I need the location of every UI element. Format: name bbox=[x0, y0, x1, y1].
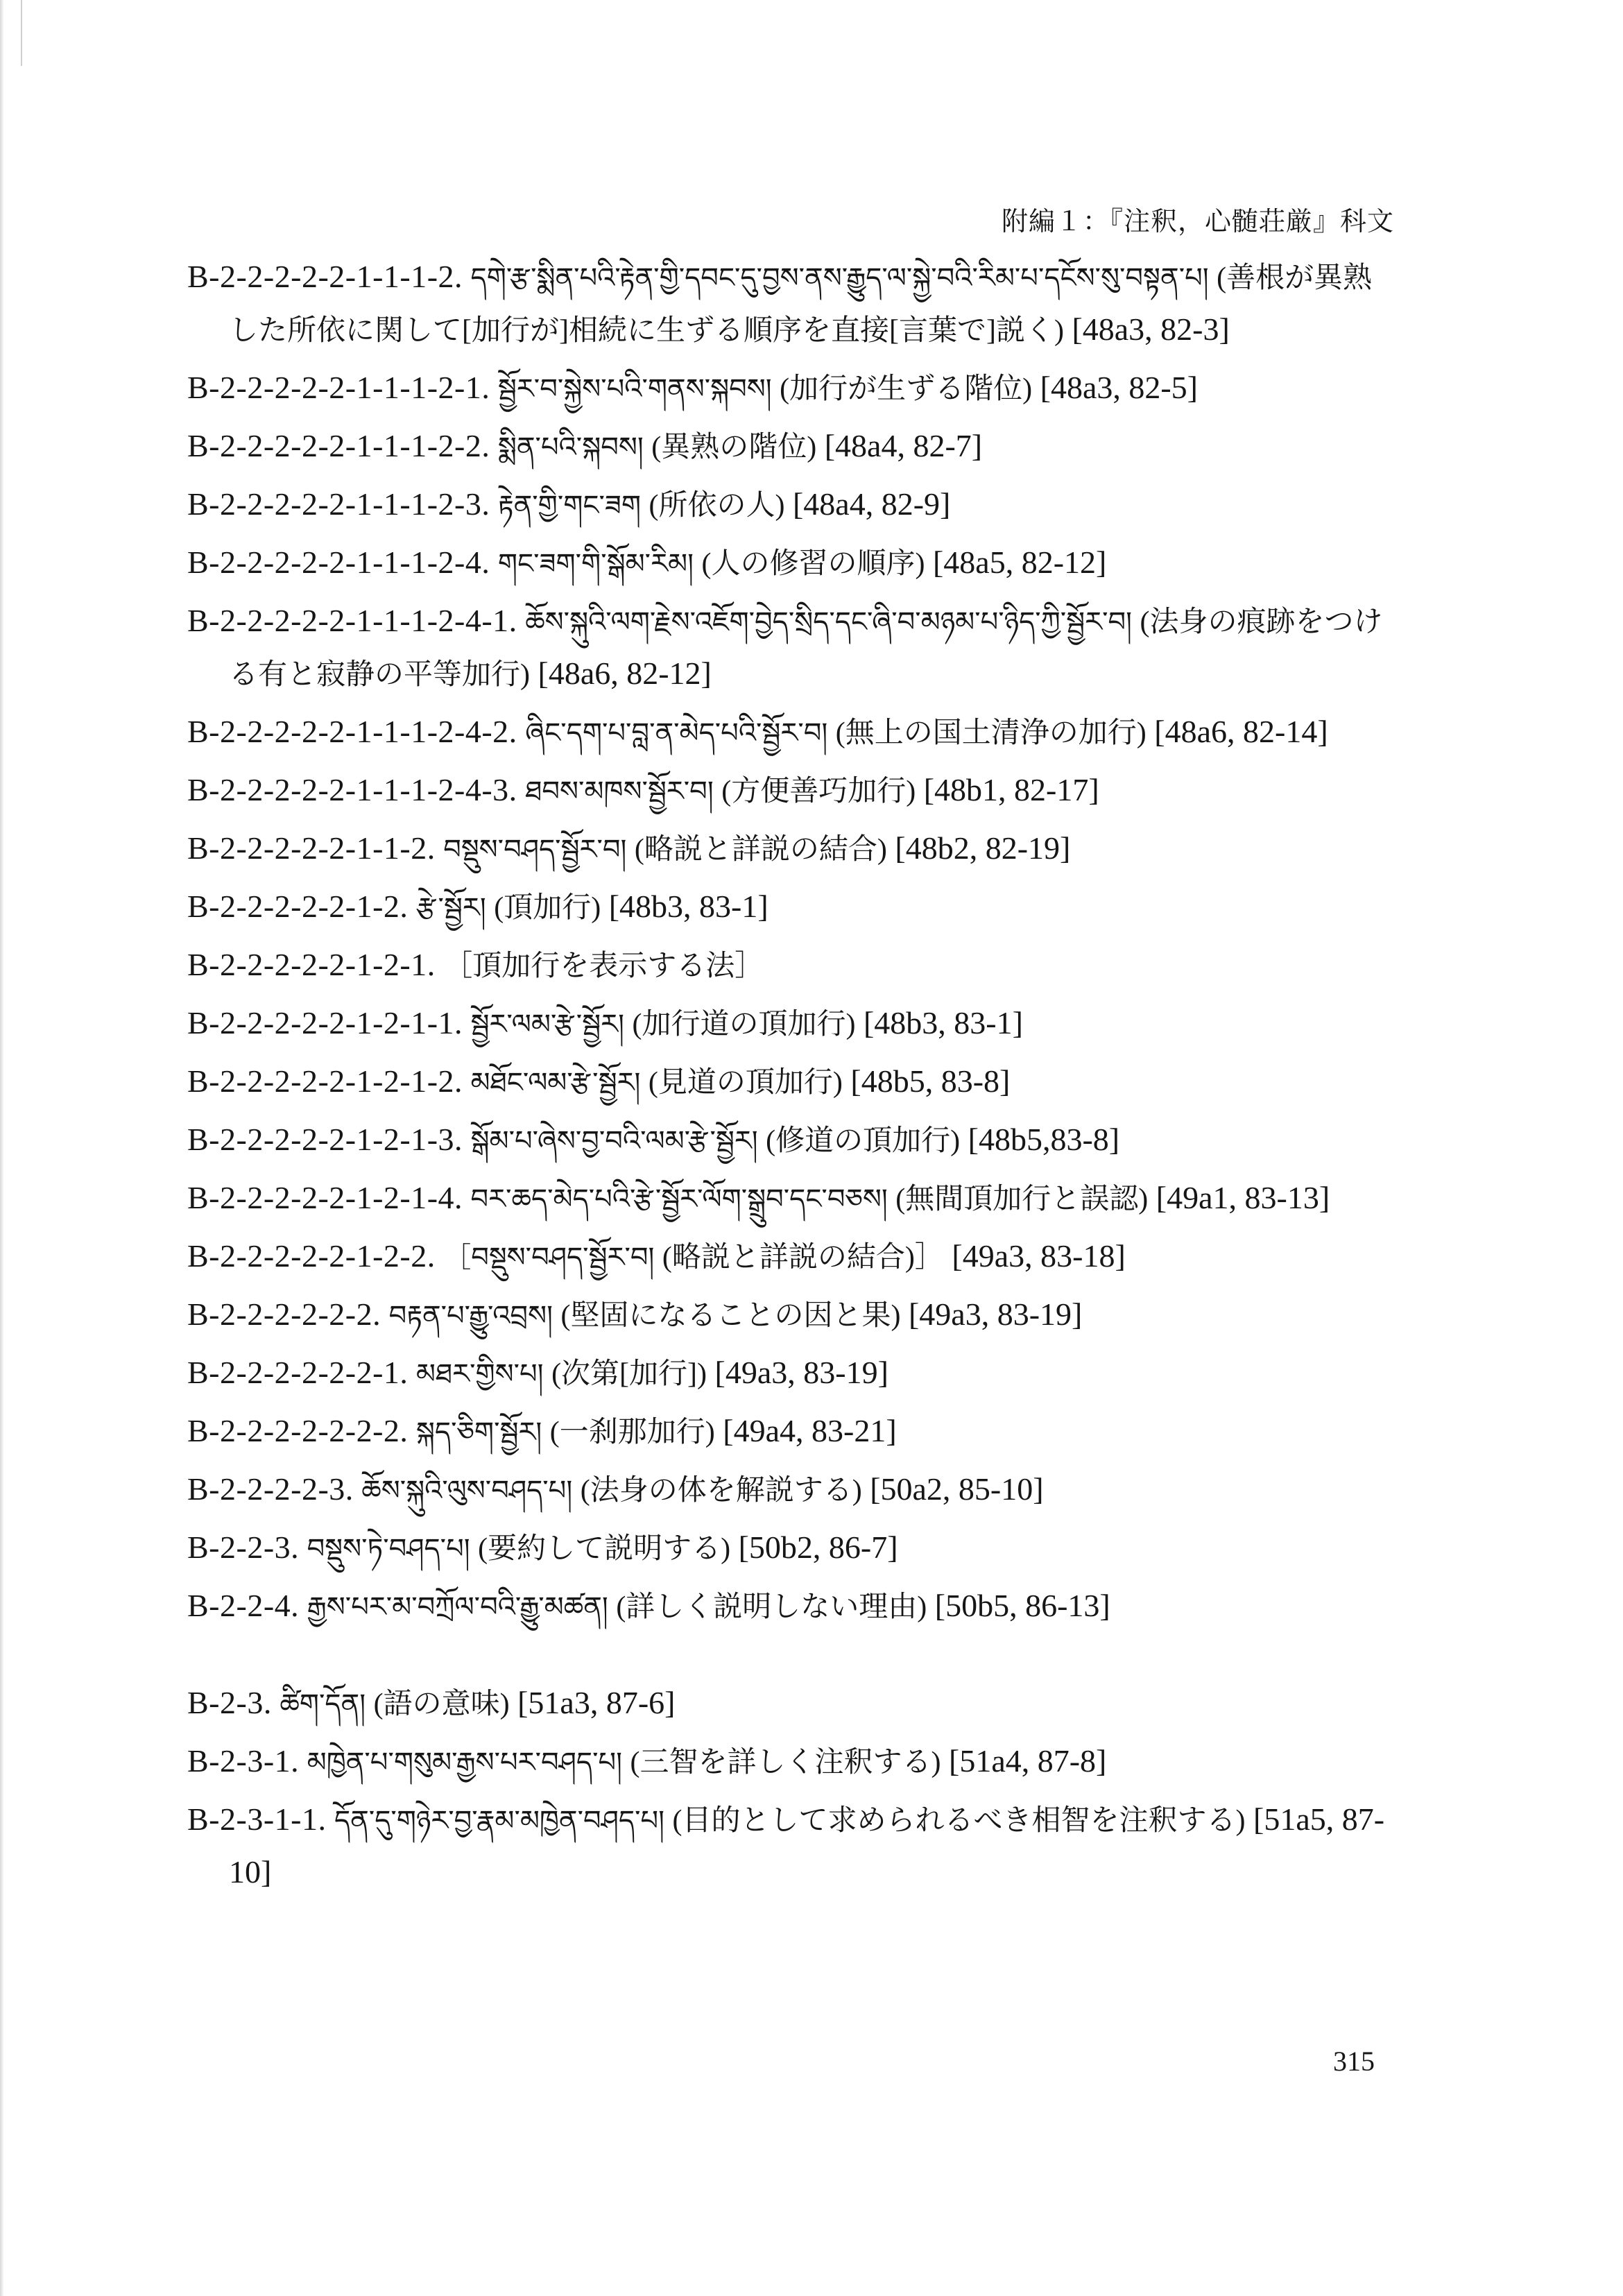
tibetan-heading: དོན་དུ་གཉེར་བྱ་རྣམ་མཁྱེན་བཤད་པ། bbox=[334, 1805, 665, 1837]
tibetan-heading: སྨིན་པའི་སྐབས། bbox=[497, 431, 644, 463]
outline-entry bbox=[187, 1056, 1401, 1108]
folio-reference: [51a4, 87-8] bbox=[949, 1743, 1107, 1779]
outline-entry bbox=[187, 939, 1401, 992]
outline-entry bbox=[187, 1231, 1401, 1283]
outline-entry bbox=[187, 1289, 1401, 1342]
japanese-gloss: (詳しく説明しない理由) bbox=[616, 1591, 927, 1623]
tibetan-heading: གང་ཟག་གི་སྒོམ་རིམ། bbox=[497, 548, 694, 580]
japanese-gloss: (略説と詳説の結合) bbox=[634, 834, 887, 866]
japanese-gloss: (法身の体を解説する) bbox=[580, 1475, 862, 1507]
tibetan-heading: བསྡུས་ཏེ་བཤད་པ། bbox=[307, 1533, 470, 1565]
japanese-gloss: (略説と詳説の結合)］ bbox=[662, 1242, 944, 1274]
outline-code: B-2-3-1. bbox=[187, 1743, 300, 1779]
folio-reference: [48a4, 82-9] bbox=[792, 486, 951, 522]
folio-reference: [49a4, 83-21] bbox=[723, 1413, 897, 1448]
tibetan-heading: མཁྱེན་པ་གསུམ་རྒྱས་པར་བཤད་པ། bbox=[307, 1747, 623, 1779]
scan-corner-mark bbox=[0, 0, 22, 66]
outline-entry bbox=[187, 1405, 1401, 1458]
outline-code: B-2-2-2-2-3. bbox=[187, 1471, 354, 1507]
tibetan-heading: བར་ཆད་མེད་པའི་རྩེ་སྦྱོར་ལོག་སྒྲུབ་དང་བཅས། bbox=[470, 1183, 888, 1215]
outline-code: B-2-2-2-2-2-1-2-1-3. bbox=[187, 1122, 463, 1157]
outline-entry bbox=[187, 1522, 1401, 1575]
outline-entry bbox=[187, 706, 1401, 759]
outline-entry bbox=[187, 1347, 1401, 1400]
page-number: 315 bbox=[1333, 2046, 1375, 2077]
outline-code: B-2-2-2-2-2-1-1-2. bbox=[187, 830, 436, 866]
folio-reference: [49a3, 83-19] bbox=[714, 1355, 888, 1390]
japanese-gloss: (語の意味) bbox=[373, 1688, 510, 1720]
tibetan-heading: སྦྱོར་བ་སྐྱེས་པའི་གནས་སྐབས། bbox=[497, 373, 772, 405]
folio-reference: [50b2, 86-7] bbox=[738, 1530, 898, 1565]
folio-reference: [48a6, 82-12] bbox=[538, 656, 712, 691]
outline-code: B-2-2-2-2-2-2-1. bbox=[187, 1355, 409, 1390]
japanese-gloss: (異熟の階位) bbox=[651, 431, 817, 463]
japanese-gloss: (三智を詳しく注釈する) bbox=[630, 1747, 941, 1779]
japanese-gloss: (要約して説明する) bbox=[478, 1533, 731, 1565]
tibetan-heading: རྟེན་གྱི་གང་ཟག bbox=[497, 490, 641, 522]
tibetan-heading: བརྟན་པ་རྒྱུ་འབྲས། bbox=[388, 1300, 553, 1332]
tibetan-heading: ཐབས་མཁས་སྦྱོར་བ། bbox=[525, 776, 714, 807]
tibetan-heading: ཞིང་དག་པ་བླ་ན་མེད་པའི་སྦྱོར་བ། bbox=[525, 717, 828, 749]
outline-code: B-2-2-2-2-2-1-1-1-2-4-2. bbox=[187, 714, 517, 749]
japanese-gloss: (加行道の頂加行) bbox=[632, 1009, 856, 1040]
tibetan-heading: མཐོང་ལམ་རྩེ་སྦྱོར། bbox=[470, 1067, 641, 1099]
folio-reference: [49a1, 83-13] bbox=[1156, 1180, 1330, 1215]
outline-entry bbox=[187, 479, 1401, 531]
japanese-gloss: (人の修習の順序) bbox=[701, 548, 925, 580]
japanese-gloss: (善根が異熟した所依に関して[加行が]相続に生ずる順序を直接[言葉で]説く) bbox=[229, 262, 1373, 347]
outline-code: B-2-2-4. bbox=[187, 1588, 300, 1623]
folio-reference: [48a4, 82-7] bbox=[824, 428, 983, 463]
folio-reference: [48b2, 82-19] bbox=[895, 830, 1071, 866]
tibetan-heading: ཚིག་དོན། bbox=[280, 1688, 366, 1720]
outline-code: B-2-2-2-2-2-1-2-1-2. bbox=[187, 1063, 463, 1099]
japanese-gloss: (方便善巧加行) bbox=[721, 776, 916, 807]
folio-reference: [48a6, 82-14] bbox=[1154, 714, 1328, 749]
folio-reference: [48b3, 83-1] bbox=[608, 889, 768, 924]
japanese-gloss: (所依の人) bbox=[649, 490, 785, 522]
tibetan-heading: ཆོས་སྐུའི་ལུས་བཤད་པ། bbox=[361, 1475, 573, 1507]
scan-left-edge bbox=[0, 0, 4, 2296]
outline-code: B-2-2-2-2-2-2. bbox=[187, 1296, 381, 1332]
tibetan-heading: བསྡུས་བཤད་སྦྱོར་བ། bbox=[443, 834, 627, 866]
folio-reference: [48b3, 83-1] bbox=[863, 1005, 1023, 1040]
tibetan-heading: རྩེ་སྦྱོར། bbox=[415, 892, 486, 924]
japanese-gloss: (無上の国土清浄の加行) bbox=[835, 717, 1147, 749]
outline-entry bbox=[187, 997, 1401, 1050]
outline-entry bbox=[187, 881, 1401, 934]
outline-code: B-2-2-2-2-2-1-1-1-2-4-3. bbox=[187, 772, 517, 807]
outline-list bbox=[187, 251, 1401, 1903]
folio-reference: [48a5, 82-12] bbox=[932, 545, 1107, 580]
outline-entry bbox=[187, 1794, 1401, 1898]
outline-entry bbox=[187, 1172, 1401, 1225]
japanese-gloss: ［頂加行を表示する法］ bbox=[443, 950, 764, 982]
outline-code: B-2-2-2-2-2-1-2-1-1. bbox=[187, 1005, 463, 1040]
outline-entry bbox=[187, 1464, 1401, 1516]
folio-reference: [49a3, 83-19] bbox=[908, 1296, 1083, 1332]
outline-entry bbox=[187, 1580, 1401, 1633]
folio-reference: [50a2, 85-10] bbox=[870, 1471, 1044, 1507]
tibetan-heading: སྐད་ཅིག་སྦྱོར། bbox=[415, 1416, 542, 1448]
tibetan-heading: རྒྱས་པར་མ་བཀྲོལ་བའི་རྒྱུ་མཚན། bbox=[307, 1591, 608, 1623]
outline-code: B-2-2-2-2-2-1-1-1-2. bbox=[187, 259, 463, 294]
japanese-gloss: (一刹那加行) bbox=[549, 1416, 715, 1448]
folio-reference: [48a3, 82-5] bbox=[1040, 370, 1198, 405]
outline-entry bbox=[187, 1736, 1401, 1788]
japanese-gloss: (無間頂加行と誤認) bbox=[895, 1183, 1149, 1215]
tibetan-heading: སྒོམ་པ་ཞེས་བྱ་བའི་ལམ་རྩེ་སྦྱོར། bbox=[470, 1125, 758, 1157]
folio-reference: [48b5,83-8] bbox=[968, 1122, 1120, 1157]
outline-entry bbox=[187, 362, 1401, 415]
outline-code: B-2-2-2-2-2-2-2. bbox=[187, 1413, 409, 1448]
outline-code: B-2-2-2-2-2-1-1-1-2-4-1. bbox=[187, 603, 517, 638]
outline-code: B-2-2-2-2-2-1-2-2. bbox=[187, 1238, 436, 1274]
folio-reference: [50b5, 86-13] bbox=[934, 1588, 1110, 1623]
outline-code: B-2-2-2-2-2-1-1-1-2-4. bbox=[187, 545, 490, 580]
japanese-gloss: (次第[加行]) bbox=[551, 1358, 707, 1390]
outline-entry bbox=[187, 764, 1401, 817]
outline-entry bbox=[187, 823, 1401, 875]
japanese-gloss: (見道の頂加行) bbox=[648, 1067, 843, 1099]
tibetan-heading: ［བསྡུས་བཤད་སྦྱོར་བ། bbox=[443, 1242, 655, 1274]
folio-reference: [48a3, 82-3] bbox=[1072, 311, 1230, 347]
outline-code: B-2-2-2-2-2-1-1-1-2-3. bbox=[187, 486, 490, 522]
japanese-gloss: (頂加行) bbox=[494, 892, 601, 924]
japanese-gloss: (堅固になることの因と果) bbox=[560, 1300, 901, 1332]
outline-entry bbox=[187, 1114, 1401, 1167]
outline-code: B-2-2-2-2-2-1-2-1-4. bbox=[187, 1180, 463, 1215]
outline-code: B-2-2-2-2-2-1-2-1. bbox=[187, 947, 436, 982]
outline-code: B-2-2-3. bbox=[187, 1530, 300, 1565]
tibetan-heading: མཐར་གྱིས་པ། bbox=[415, 1358, 544, 1390]
tibetan-heading: ཆོས་སྐུའི་ལག་རྗེས་འཇོག་བྱེད་སྲིད་དང་ཞི་བ་མཉམ་པ་ཉིད་ཀྱི་སྦྱོར་བ། bbox=[525, 606, 1133, 638]
japanese-gloss: (修道の頂加行) bbox=[766, 1125, 961, 1157]
folio-reference: [48b5, 83-8] bbox=[850, 1063, 1011, 1099]
japanese-gloss: (目的として求められるべき相智を注釈する) bbox=[672, 1805, 1246, 1837]
tibetan-heading: དགེ་རྩ་སྨིན་པའི་རྟེན་གྱི་དབང་དུ་བྱས་ནས་རྒྱུད་ལ་སྐྱེ་བའི་རིམ་པ་དངོས་སུ་བསྟན་པ། bbox=[470, 262, 1209, 294]
outline-entry bbox=[187, 420, 1401, 473]
outline-entry bbox=[187, 251, 1401, 357]
outline-code: B-2-3. bbox=[187, 1685, 272, 1720]
outline-entry bbox=[187, 537, 1401, 590]
outline-entry bbox=[187, 595, 1401, 701]
outline-code: B-2-3-1-1. bbox=[187, 1801, 327, 1837]
folio-reference: [51a3, 87-6] bbox=[517, 1685, 676, 1720]
outline-entry bbox=[187, 1677, 1401, 1730]
running-head: 附編１：『注釈，心髄荘厳』科文 bbox=[1001, 207, 1394, 237]
japanese-gloss: (法身の痕跡をつける有と寂静の平等加行) bbox=[229, 606, 1383, 691]
outline-code: B-2-2-2-2-2-1-2. bbox=[187, 889, 409, 924]
outline-code: B-2-2-2-2-2-1-1-1-2-2. bbox=[187, 428, 490, 463]
outline-code: B-2-2-2-2-2-1-1-1-2-1. bbox=[187, 370, 490, 405]
tibetan-heading: སྦྱོར་ལམ་རྩེ་སྦྱོར། bbox=[470, 1009, 624, 1040]
folio-reference: [49a3, 83-18] bbox=[952, 1238, 1126, 1274]
folio-reference: [51a5, 87-10] bbox=[229, 1801, 1385, 1890]
japanese-gloss: (加行が生ずる階位) bbox=[780, 373, 1033, 405]
folio-reference: [48b1, 82-17] bbox=[923, 772, 1099, 807]
